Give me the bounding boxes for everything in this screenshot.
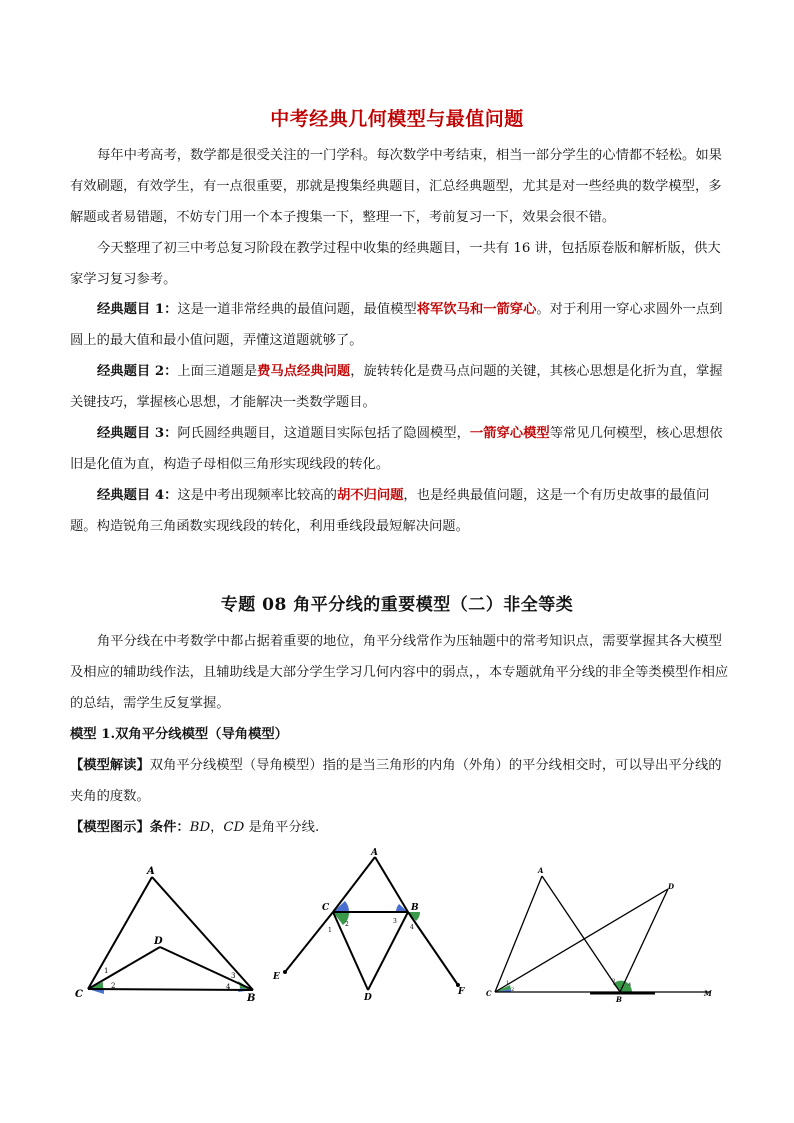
item-4-pre: 这是中考出现频率比较高的 [177, 488, 337, 503]
intro-paragraph-2: 今天整理了初三中考总复习阶段在教学过程中收集的经典题目，一共有 16 讲，包括原卷版和解析版，供大家学习复习参考。 [70, 241, 721, 287]
model-reading-text: 双角平分线模型（导角模型）指的是当三角形的内角（外角）的平分线相交时，可以导出平分线的夹角的度数。 [70, 758, 722, 804]
item-1-pre: 这是一道非常经典的最值问题，最值模型 [177, 302, 417, 317]
condition-cd: CD [223, 820, 245, 835]
fig1-bisector-bd [160, 947, 253, 990]
fig1-label-d: D [154, 936, 163, 947]
section-intro: 角平分线在中考数学中都占据着重要的地位，角平分线常作为压轴题中的常考知识点，需要掌握其各大模型及相应的辅助线作法，且辅助线是大部分学生学习几何内容中的弱点，，本专题就角平分线的非全等类模型作相应的总结，需学生反复掌握。 [70, 634, 729, 711]
fig3-label-2: 2 [511, 987, 515, 993]
fig1-label-1: 1 [104, 967, 109, 975]
fig1-label-4: 4 [226, 983, 231, 991]
fig1-side-ca [88, 877, 152, 989]
page-title: 中考经典几何模型与最值问题 [270, 108, 524, 130]
fig2-label-d: D [364, 993, 372, 1003]
figure-label: 【模型图示】条件： [70, 820, 190, 835]
item-2-post: ，旋转转化是费马点问题的关键，其核心思想是化折为直，掌握关键技巧，掌握核心思想，才能解决一类数学题目。 [70, 364, 723, 410]
fig2-extension-bf [408, 912, 458, 985]
item-3-label: 经典题目 3： [97, 426, 178, 441]
fig3-bisector-bd [620, 889, 668, 992]
item-4-highlight: 胡不归问题 [336, 488, 404, 503]
condition-text: 是角平分线. [244, 820, 320, 835]
fig2-label-a: A [371, 848, 378, 858]
fig3-side-ab [542, 876, 620, 992]
fig2-bisector-cd [333, 912, 368, 990]
fig2-label-b: B [411, 903, 419, 913]
condition-separator: ， [210, 820, 224, 835]
fig2-label-1: 1 [328, 927, 332, 934]
fig2-side-ca [333, 857, 375, 912]
item-1-post: 。对于利用一穿心求圆外一点到圆上的最大值和最小值问题，弄懂这道题就够了。 [70, 302, 723, 348]
fig3-label-1: 1 [506, 980, 510, 986]
fig1-label-3: 3 [231, 972, 236, 980]
fig1-side-ab [152, 877, 253, 990]
fig1-bisector-cd [88, 947, 160, 989]
figure-1 [75, 866, 255, 1004]
model-title: 模型 1.双角平分线模型（导角模型） [70, 727, 288, 742]
intro-paragraph-1: 每年中考高考，数学都是很受关注的一门学科。每次数学中考结束，相当一部分学生的心情都不轻松。如果有效刷题，有效学生，有一点很重要，那就是搜集经典题目，汇总经典题型，尤其是对一些经典的数学模型，多解题或者易错题，不妨专门用一个本子搜集一下，整理一下，考前复习一下，效果会很不错。 [70, 148, 722, 225]
item-2-highlight: 费马点经典问题 [257, 364, 351, 379]
fig3-label-m: M [704, 989, 712, 998]
fig3-label-a: A [538, 866, 544, 875]
item-3-highlight: 一箭穿心模型 [469, 426, 550, 441]
fig1-label-b: B [247, 993, 256, 1004]
fig3-label-b: B [616, 995, 622, 1004]
fig2-side-ab [375, 857, 408, 912]
fig3-label-3: 3 [612, 978, 616, 984]
item-4-label: 经典题目 4： [97, 488, 178, 503]
fig2-bisector-bd [368, 912, 408, 990]
fig2-extension-ce [285, 912, 333, 972]
item-4-post: ，也是经典最值问题，这是一个有历史故事的最值问题。构造锐角三角函数实现线段的转化，利用垂线段最短解决问题。 [70, 488, 710, 534]
fig1-label-c: C [75, 989, 83, 1000]
fig2-point-e [283, 970, 287, 974]
fig2-label-4: 4 [410, 924, 414, 931]
item-3-pre: 阿氏圆经典题目，这道题目实际包括了隐圆模型， [177, 426, 470, 441]
fig2-label-f: F [458, 987, 465, 997]
fig2-label-e: E [273, 972, 280, 982]
section-title: 专题 08 角平分线的重要模型（二）非全等类 [220, 595, 574, 615]
fig2-label-3: 3 [393, 918, 397, 925]
fig3-label-c: C [486, 989, 492, 998]
fig3-label-d: D [668, 882, 675, 891]
fig1-label-a: A [147, 866, 155, 877]
fig2-label-c: C [322, 903, 330, 913]
item-3-post: 等常见几何模型，核心思想依旧是化值为直，构造子母相似三角形实现线段的转化。 [70, 426, 723, 472]
item-1-label: 经典题目 1： [97, 302, 178, 317]
fig2-label-2: 2 [345, 921, 349, 928]
fig3-label-4: 4 [628, 982, 632, 988]
item-1-highlight: 将军饮马和一箭穿心 [416, 302, 537, 317]
item-2-label: 经典题目 2： [97, 364, 178, 379]
fig1-label-2: 2 [111, 982, 116, 990]
fig3-side-ca [495, 876, 542, 992]
fig3-bisector-cd [495, 889, 668, 992]
figure-3 [486, 866, 712, 1004]
model-reading-label: 【模型解读】 [70, 758, 150, 773]
condition-bd: BD [189, 820, 211, 835]
item-2-pre: 上面三道题是 [177, 364, 258, 379]
figure-2 [272, 848, 465, 1003]
